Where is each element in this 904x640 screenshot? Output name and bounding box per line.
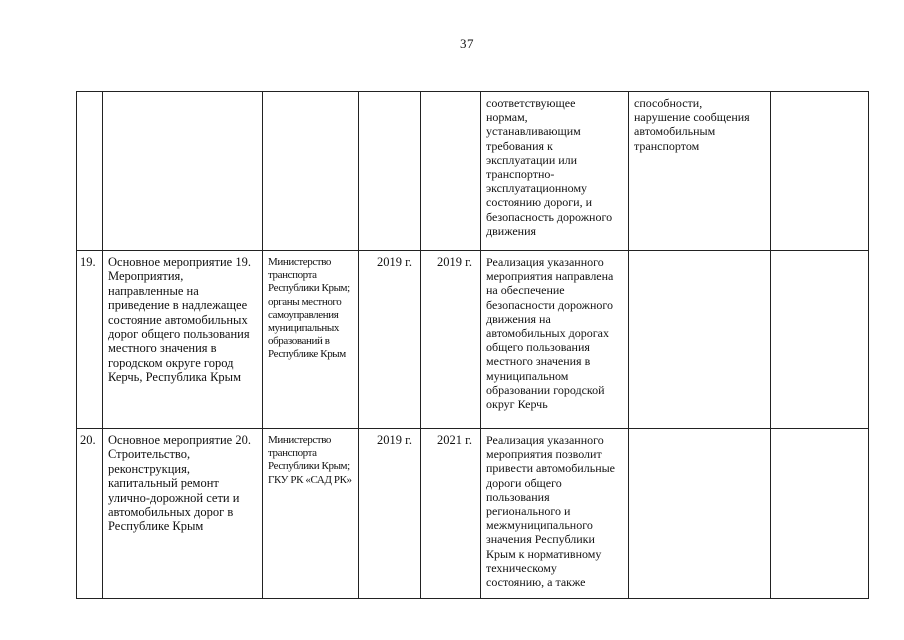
measure-name-cell [103,92,263,251]
expected-result-cell: соответствующее нормам, устанавливающим требования к эксплуатации или транспортно- эксплуатационному состоянию дороги, и безопасность дорожного движения [481,92,629,251]
end-year-cell: 2021 г. [421,429,481,599]
table-row [77,92,869,251]
measures-table [76,91,869,599]
table-row [77,429,869,599]
consequence-cell: способности, нарушение сообщения автомобильным транспортом [629,92,771,251]
end-year-cell: 2019 г. [421,251,481,429]
start-year-cell: 2019 г. [359,429,421,599]
related-indicator-cell [771,92,869,251]
expected-result-cell: Реализация указанного мероприятия позволит привести автомобильные дороги общего пользования регионального и межмуниципального значения Республики Крым к нормативному техническому состоянию, а также [481,429,629,599]
end-year-cell [421,92,481,251]
table-row [77,251,869,429]
consequence-cell [629,429,771,599]
row-number-cell: 20. [77,429,103,599]
related-indicator-cell [771,251,869,429]
row-number-cell: 19. [77,251,103,429]
executor-cell: Министерство транспорта Республики Крым; органы местного самоуправления муниципальных образований в Республике Крым [263,251,359,429]
executor-cell [263,92,359,251]
page-number: 37 [460,36,474,51]
row-number-cell [77,92,103,251]
consequence-cell [629,251,771,429]
expected-result-cell: Реализация указанного мероприятия направлена на обеспечение безопасности дорожного движения на автомобильных дорогах общего пользования местного значения в муниципальном образовании городской округ Керчь [481,251,629,429]
measure-name-cell: Основное мероприятие 20. Строительство, реконструкция, капитальный ремонт улично-дорожной сети и автомобильных дорог в Республике Крым [103,429,263,599]
start-year-cell [359,92,421,251]
related-indicator-cell [771,429,869,599]
executor-cell: Министерство транспорта Республики Крым; ГКУ РК «САД РК» [263,429,359,599]
measure-name-cell: Основное мероприятие 19. Мероприятия, направленные на приведение в надлежащее состояние автомобильных дорог общего пользования местного значения в городском округе город Керчь, Республика Крым [103,251,263,429]
start-year-cell: 2019 г. [359,251,421,429]
